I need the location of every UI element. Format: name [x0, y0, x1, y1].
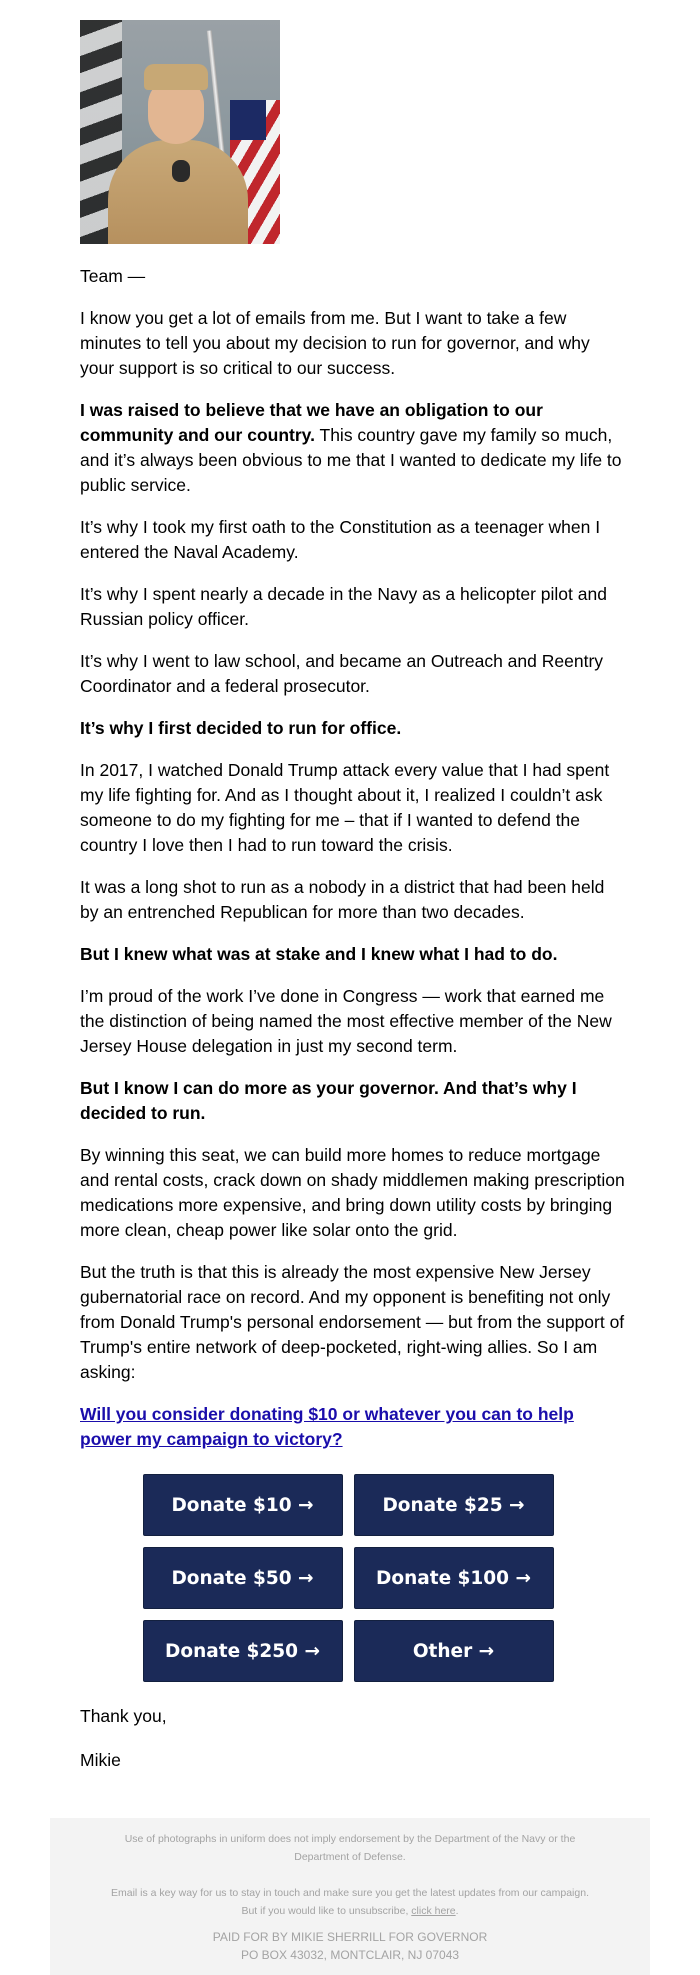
- paid-for-line: PAID FOR BY MIKIE SHERRILL FOR GOVERNOR: [212, 1930, 488, 1944]
- paragraph-6: [80, 716, 625, 741]
- email-footer: [50, 1818, 650, 1975]
- paragraph-9: [80, 942, 625, 967]
- email-note: Email is a key way for us to stay in touch and make sure you get the latest updates from our campaign.: [111, 1887, 589, 1899]
- paid-for-disclaimer: [80, 1928, 620, 1964]
- paragraph-9-bold: But I knew what was at stake and I knew what I had to do.: [80, 944, 558, 964]
- paragraph-2-rest: This country gave my family so much, and it’s always been obvious to me that I wanted to dedicate my life to public service.: [80, 425, 622, 495]
- garrison-cap: [144, 64, 208, 90]
- unsubscribe-suffix: .: [455, 1905, 459, 1917]
- paragraph-13: But the truth is that this is already the most expensive New Jersey gubernatorial race on record. And my opponent is benefiting not only from Donald Trump's personal endorsement — but from the support of Trump's entire network of deep-pocketed, right-wing allies. So I am asking:: [80, 1262, 625, 1382]
- donate-250-button[interactable]: Donate $250 →: [143, 1620, 343, 1682]
- greeting: Team —: [80, 266, 146, 286]
- paragraph-4: It’s why I spent nearly a decade in the Navy as a helicopter pilot and Russian policy officer.: [80, 584, 607, 629]
- paragraph-3: It’s why I took my first oath to the Constitution as a teenager when I entered the Naval Academy.: [80, 517, 601, 562]
- donate-other-button[interactable]: Other →: [354, 1620, 554, 1682]
- donate-10-button[interactable]: Donate $10 →: [143, 1474, 343, 1536]
- uniform-disclaimer: Use of photographs in uniform does not imply endorsement by the Department of the Navy or the Department of Defense.: [124, 1833, 576, 1863]
- unsubscribe-note: [80, 1884, 620, 1920]
- flag-canton-decoration: [230, 100, 266, 140]
- unsubscribe-prefix: But if you would like to unsubscribe,: [241, 1905, 412, 1917]
- paragraph-1: I know you get a lot of emails from me. But I want to take a few minutes to tell you about my decision to run for governor, and why your support is so critical to our success.: [80, 308, 590, 378]
- uniform-figure: [108, 140, 248, 244]
- email-content: [80, 20, 625, 1792]
- donation-ask-link[interactable]: Will you consider donating $10 or whatever you can to help power my campaign to victory?: [80, 1404, 574, 1449]
- paragraph-8: It was a long shot to run as a nobody in a district that had been held by an entrenched Republican for more than two decades.: [80, 877, 605, 922]
- signature: Mikie: [80, 1750, 121, 1770]
- paragraph-11-bold: But I know I can do more as your governor. And that’s why I decided to run.: [80, 1078, 577, 1123]
- mailing-address: PO BOX 43032, MONTCLAIR, NJ 07043: [240, 1948, 460, 1962]
- paragraph-12: By winning this seat, we can build more homes to reduce mortgage and rental costs, crack down on shady middlemen making prescription medications more expensive, and bring down utility costs by bringing more clean, cheap power like solar onto the grid.: [80, 1145, 625, 1240]
- paragraph-10: I’m proud of the work I’ve done in Congress — work that earned me the distinction of being named the most effective member of the New Jersey House delegation in just my second term.: [80, 986, 612, 1056]
- paragraph-6-bold: It’s why I first decided to run for office.: [80, 718, 402, 738]
- donate-button-grid: [143, 1474, 563, 1682]
- paragraph-2-bold: I was raised to believe that we have an obligation to our community and our country.: [80, 400, 543, 445]
- donate-100-button[interactable]: Donate $100 →: [354, 1547, 554, 1609]
- donate-25-button[interactable]: Donate $25 →: [354, 1474, 554, 1536]
- paragraph-5: It’s why I went to law school, and became an Outreach and Reentry Coordinator and a federal prosecutor.: [80, 651, 604, 696]
- portrait-photo-icon: [80, 20, 280, 244]
- closing-line: Thank you,: [80, 1706, 167, 1726]
- paragraph-2: [80, 398, 625, 498]
- paragraph-7: In 2017, I watched Donald Trump attack every value that I had spent my life fighting for. And as I thought about it, I realized I couldn’t ask someone to do my fighting for me – that if I wanted to defend the country I love then I had to run toward the crisis.: [80, 760, 610, 855]
- microphone-icon: [172, 160, 190, 182]
- donate-50-button[interactable]: Donate $50 →: [143, 1547, 343, 1609]
- paragraph-11: [80, 1076, 625, 1126]
- unsubscribe-link[interactable]: click here: [411, 1905, 456, 1917]
